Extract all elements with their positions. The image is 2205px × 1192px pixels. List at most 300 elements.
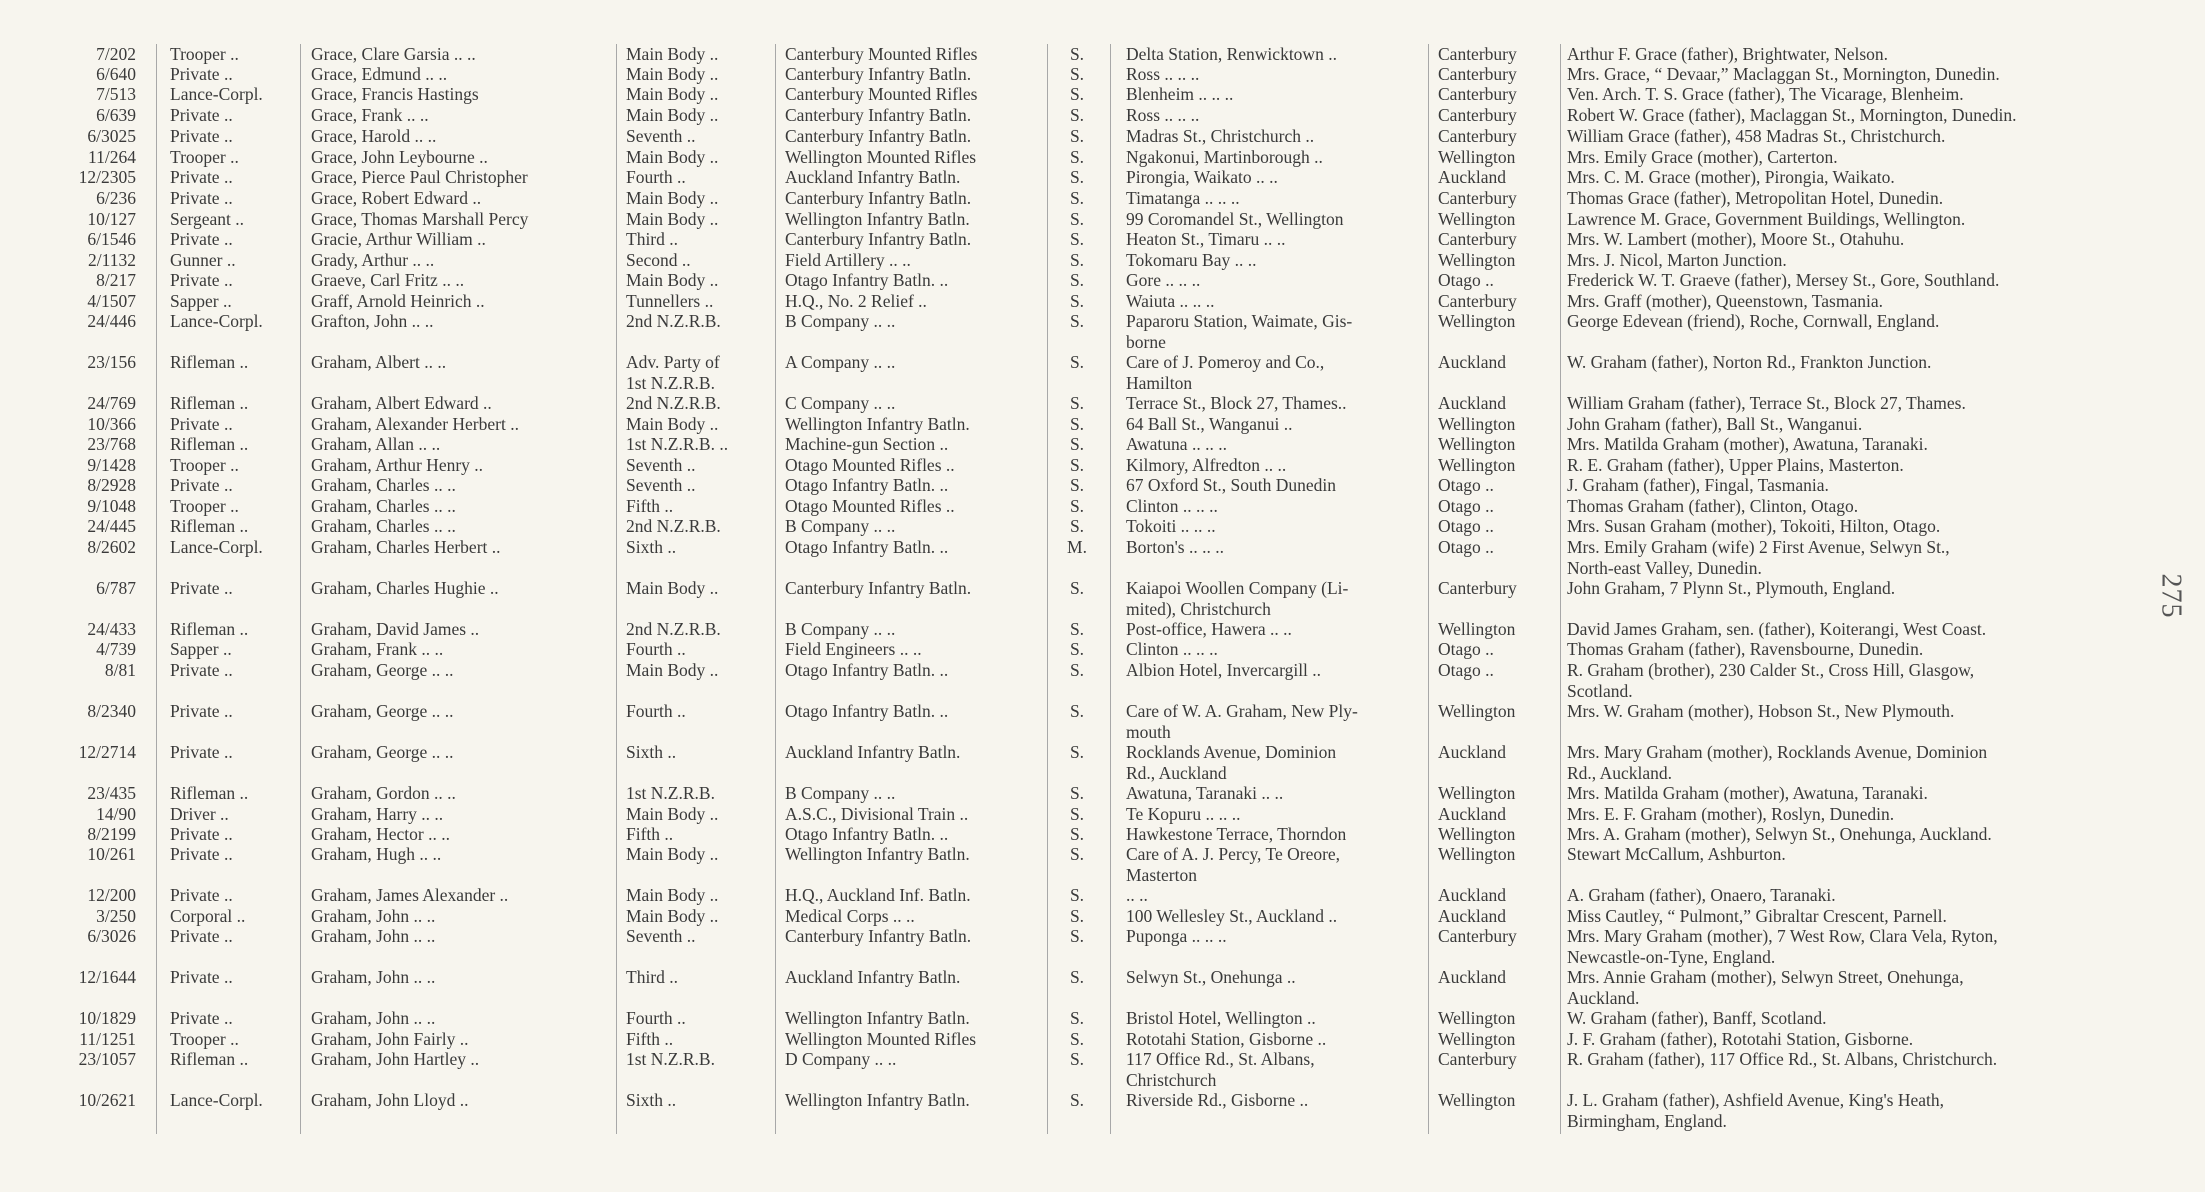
soldier-name: Grace, John Leybourne .. [311, 147, 488, 167]
next-of-kin: Ven. Arch. T. S. Grace (father), The Vicarage, Blenheim. [1567, 84, 1964, 104]
next-of-kin: Frederick W. T. Graeve (father), Mersey St., Gore, Southland. [1567, 270, 2000, 290]
next-of-kin: Mrs. J. Nicol, Marton Junction. [1567, 250, 1787, 270]
next-of-kin: Mrs. Matilda Graham (mother), Awatuna, Taranaki. [1567, 783, 1928, 803]
last-nz-address: Timatanga .. .. .. [1126, 188, 1240, 208]
next-of-kin: R. Graham (brother), 230 Calder St., Cross Hill, Glasgow, Scotland. [1567, 660, 1975, 701]
service-number: 6/3026 [87, 926, 136, 946]
soldier-name: Grady, Arthur .. .. [311, 250, 435, 270]
table-row [0, 660, 2130, 700]
marital-status: S. [1069, 742, 1085, 762]
military-district: Auckland [1438, 167, 1507, 187]
soldier-name: Graham, John Fairly .. [311, 1029, 469, 1049]
last-nz-address: Care of J. Pomeroy and Co., Hamilton [1126, 352, 1325, 393]
military-district: Canterbury [1438, 126, 1517, 146]
rank: Rifleman .. [170, 1049, 249, 1069]
table-row [0, 742, 2130, 782]
unit: Canterbury Infantry Batln. [785, 64, 972, 84]
rank: Private .. [170, 701, 233, 721]
draft: Seventh .. [626, 475, 696, 495]
last-nz-address: Paparoru Station, Waimate, Gis- borne [1126, 311, 1353, 352]
draft: Main Body .. [626, 84, 719, 104]
draft: Main Body .. [626, 209, 719, 229]
unit: H.Q., No. 2 Relief .. [785, 291, 927, 311]
marital-status: S. [1069, 105, 1085, 125]
soldier-name: Grace, Thomas Marshall Percy [311, 209, 529, 229]
soldier-name: Grace, Harold .. .. [311, 126, 437, 146]
service-number: 6/787 [96, 578, 136, 598]
marital-status: S. [1069, 209, 1085, 229]
next-of-kin: Mrs. C. M. Grace (mother), Pirongia, Waikato. [1567, 167, 1895, 187]
last-nz-address: Ross .. .. .. [1126, 64, 1200, 84]
military-district: Auckland [1438, 885, 1507, 905]
table-row [0, 926, 2130, 966]
last-nz-address: Ross .. .. .. [1126, 105, 1200, 125]
service-number: 9/1048 [87, 496, 136, 516]
soldier-name: Graham, Albert .. .. [311, 352, 447, 372]
soldier-name: Graham, Charles Hughie .. [311, 578, 499, 598]
unit: Otago Mounted Rifles .. [785, 455, 955, 475]
military-district: Wellington [1438, 701, 1516, 721]
rank: Trooper .. [170, 1029, 239, 1049]
next-of-kin: Stewart McCallum, Ashburton. [1567, 844, 1786, 864]
soldier-name: Grace, Robert Edward .. [311, 188, 482, 208]
draft: 2nd N.Z.R.B. [626, 516, 721, 536]
last-nz-address: Waiuta .. .. .. [1126, 291, 1215, 311]
service-number: 11/1251 [79, 1029, 136, 1049]
draft: Adv. Party of 1st N.Z.R.B. [626, 352, 720, 393]
draft: Main Body .. [626, 105, 719, 125]
draft: 2nd N.Z.R.B. [626, 619, 721, 639]
rank: Private .. [170, 475, 233, 495]
draft: Seventh .. [626, 455, 696, 475]
draft: Main Body .. [626, 270, 719, 290]
military-district: Otago .. [1438, 496, 1494, 516]
unit: Otago Infantry Batln. .. [785, 660, 949, 680]
unit: A Company .. .. [785, 352, 896, 372]
table-row [0, 578, 2130, 618]
military-district: Wellington [1438, 147, 1516, 167]
unit: B Company .. .. [785, 516, 896, 536]
soldier-name: Graham, Allan .. .. [311, 434, 441, 454]
service-number: 12/2714 [78, 742, 136, 762]
draft: Fifth .. [626, 824, 674, 844]
service-number: 10/366 [87, 414, 136, 434]
unit: Wellington Mounted Rifles [785, 147, 977, 167]
soldier-name: Graham, Charles .. .. [311, 516, 456, 536]
marital-status: S. [1069, 167, 1085, 187]
rank: Rifleman .. [170, 516, 249, 536]
draft: 1st N.Z.R.B. [626, 1049, 715, 1069]
rank: Private .. [170, 270, 233, 290]
soldier-name: Graham, Alexander Herbert .. [311, 414, 519, 434]
next-of-kin: Thomas Graham (father), Ravensbourne, Dunedin. [1567, 639, 1924, 659]
last-nz-address: Care of W. A. Graham, New Ply- mouth [1126, 701, 1358, 742]
military-district: Otago .. [1438, 537, 1494, 557]
rank: Private .. [170, 64, 233, 84]
unit: Otago Infantry Batln. .. [785, 475, 949, 495]
next-of-kin: J. F. Graham (father), Rototahi Station, Gisborne. [1567, 1029, 1914, 1049]
military-district: Auckland [1438, 352, 1507, 372]
unit: Wellington Infantry Batln. [785, 844, 970, 864]
unit: Otago Infantry Batln. .. [785, 824, 949, 844]
unit: Auckland Infantry Batln. [785, 167, 961, 187]
marital-status: S. [1069, 44, 1085, 64]
draft: Sixth .. [626, 537, 677, 557]
last-nz-address: Kilmory, Alfredton .. .. [1126, 455, 1287, 475]
marital-status: S. [1069, 619, 1085, 639]
draft: Main Body .. [626, 44, 719, 64]
draft: Seventh .. [626, 926, 696, 946]
rank: Private .. [170, 967, 233, 987]
unit: Otago Infantry Batln. .. [785, 701, 949, 721]
marital-status: S. [1069, 84, 1085, 104]
last-nz-address: Rocklands Avenue, Dominion Rd., Auckland [1126, 742, 1337, 783]
unit: Wellington Infantry Batln. [785, 209, 970, 229]
military-district: Auckland [1438, 967, 1507, 987]
next-of-kin: J. Graham (father), Fingal, Tasmania. [1567, 475, 1829, 495]
last-nz-address: Ngakonui, Martinborough .. [1126, 147, 1323, 167]
rank: Private .. [170, 105, 233, 125]
rank: Lance-Corpl. [170, 1090, 263, 1110]
draft: Main Body .. [626, 64, 719, 84]
draft: Fifth .. [626, 1029, 674, 1049]
military-district: Auckland [1438, 742, 1507, 762]
last-nz-address: 117 Office Rd., St. Albans, Christchurch [1126, 1049, 1315, 1090]
marital-status: S. [1069, 414, 1085, 434]
draft: Main Body .. [626, 906, 719, 926]
military-district: Wellington [1438, 455, 1516, 475]
draft: 2nd N.Z.R.B. [626, 393, 721, 413]
service-number: 12/200 [87, 885, 136, 905]
service-number: 7/513 [96, 84, 136, 104]
military-district: Canterbury [1438, 229, 1517, 249]
soldier-name: Graham, John .. .. [311, 1008, 436, 1028]
military-district: Auckland [1438, 393, 1507, 413]
service-number: 6/1546 [87, 229, 136, 249]
service-number: 10/1829 [78, 1008, 136, 1028]
military-district: Canterbury [1438, 926, 1517, 946]
military-district: Wellington [1438, 311, 1516, 331]
unit: Medical Corps .. .. [785, 906, 915, 926]
military-district: Wellington [1438, 824, 1516, 844]
last-nz-address: Borton's .. .. .. [1126, 537, 1224, 557]
marital-status: S. [1069, 352, 1085, 372]
next-of-kin: Mrs. E. F. Graham (mother), Roslyn, Dunedin. [1567, 804, 1895, 824]
unit: B Company .. .. [785, 783, 896, 803]
military-district: Wellington [1438, 209, 1516, 229]
soldier-name: Grace, Francis Hastings [311, 84, 479, 104]
next-of-kin: Mrs. Mary Graham (mother), Rocklands Avenue, Dominion Rd., Auckland. [1567, 742, 1988, 783]
draft: Third .. [626, 229, 679, 249]
last-nz-address: Rototahi Station, Gisborne .. [1126, 1029, 1327, 1049]
last-nz-address: Clinton .. .. .. [1126, 639, 1218, 659]
unit: Auckland Infantry Batln. [785, 967, 961, 987]
next-of-kin: Robert W. Grace (father), Maclaggan St., Mornington, Dunedin. [1567, 105, 2017, 125]
draft: Main Body .. [626, 660, 719, 680]
rank: Gunner .. [170, 250, 236, 270]
marital-status: S. [1069, 701, 1085, 721]
unit: Otago Infantry Batln. .. [785, 270, 949, 290]
military-district: Otago .. [1438, 639, 1494, 659]
military-district: Wellington [1438, 414, 1516, 434]
unit: Wellington Infantry Batln. [785, 1090, 970, 1110]
unit: C Company .. .. [785, 393, 896, 413]
military-district: Otago .. [1438, 475, 1494, 495]
draft: Sixth .. [626, 1090, 677, 1110]
next-of-kin: Mrs. Susan Graham (mother), Tokoiti, Hilton, Otago. [1567, 516, 1941, 536]
military-district: Canterbury [1438, 105, 1517, 125]
next-of-kin: Mrs. W. Lambert (mother), Moore St., Otahuhu. [1567, 229, 1905, 249]
draft: Third .. [626, 967, 679, 987]
marital-status: S. [1069, 783, 1085, 803]
service-number: 3/250 [96, 906, 136, 926]
soldier-name: Graham, John .. .. [311, 926, 436, 946]
military-district: Auckland [1438, 906, 1507, 926]
marital-status: S. [1069, 660, 1085, 680]
draft: Main Body .. [626, 844, 719, 864]
service-number: 24/445 [87, 516, 136, 536]
marital-status: S. [1069, 393, 1085, 413]
draft: Fifth .. [626, 496, 674, 516]
table-row [0, 311, 2130, 351]
soldier-name: Graham, Charles .. .. [311, 496, 456, 516]
service-number: 24/433 [87, 619, 136, 639]
soldier-name: Graham, Charles Herbert .. [311, 537, 501, 557]
last-nz-address: .. .. [1126, 885, 1148, 905]
last-nz-address: Delta Station, Renwicktown .. [1126, 44, 1337, 64]
marital-status: S. [1069, 967, 1085, 987]
draft: 1st N.Z.R.B. .. [626, 434, 729, 454]
marital-status: S. [1069, 311, 1085, 331]
page-number: 275 [2155, 573, 2187, 619]
next-of-kin: David James Graham, sen. (father), Koiterangi, West Coast. [1567, 619, 1987, 639]
next-of-kin: Mrs. Graff (mother), Queenstown, Tasmania. [1567, 291, 1883, 311]
soldier-name: Graham, Gordon .. .. [311, 783, 456, 803]
rank: Rifleman .. [170, 783, 249, 803]
soldier-name: Grace, Pierce Paul Christopher [311, 167, 528, 187]
draft: Seventh .. [626, 126, 696, 146]
service-number: 23/1057 [78, 1049, 136, 1069]
last-nz-address: Madras St., Christchurch .. [1126, 126, 1315, 146]
last-nz-address: Tokoiti .. .. .. [1126, 516, 1216, 536]
unit: Auckland Infantry Batln. [785, 742, 961, 762]
unit: Wellington Infantry Batln. [785, 1008, 970, 1028]
soldier-name: Graham, Harry .. .. [311, 804, 444, 824]
marital-status: S. [1069, 804, 1085, 824]
last-nz-address: Te Kopuru .. .. .. [1126, 804, 1241, 824]
table-row [0, 537, 2130, 577]
marital-status: S. [1069, 1090, 1085, 1110]
draft: Second .. [626, 250, 691, 270]
last-nz-address: Bristol Hotel, Wellington .. [1126, 1008, 1316, 1028]
next-of-kin: Mrs. Emily Graham (wife) 2 First Avenue, Selwyn St., North-east Valley, Dunedin. [1567, 537, 1950, 578]
last-nz-address: Riverside Rd., Gisborne .. [1126, 1090, 1309, 1110]
military-district: Canterbury [1438, 64, 1517, 84]
unit: B Company .. .. [785, 619, 896, 639]
last-nz-address: Terrace St., Block 27, Thames.. [1126, 393, 1347, 413]
rank: Rifleman .. [170, 619, 249, 639]
service-number: 7/202 [96, 44, 136, 64]
soldier-name: Graeve, Carl Fritz .. .. [311, 270, 465, 290]
soldier-name: Graham, John .. .. [311, 967, 436, 987]
marital-status: S. [1069, 250, 1085, 270]
last-nz-address: Post-office, Hawera .. .. [1126, 619, 1292, 639]
next-of-kin: Lawrence M. Grace, Government Buildings, Wellington. [1567, 209, 1966, 229]
soldier-name: Graham, John .. .. [311, 906, 436, 926]
military-district: Wellington [1438, 1029, 1516, 1049]
marital-status: S. [1069, 1008, 1085, 1028]
draft: 2nd N.Z.R.B. [626, 311, 721, 331]
next-of-kin: George Edevean (friend), Roche, Cornwall, England. [1567, 311, 1940, 331]
unit: Canterbury Infantry Batln. [785, 926, 972, 946]
last-nz-address: Tokomaru Bay .. .. [1126, 250, 1257, 270]
rank: Private .. [170, 660, 233, 680]
soldier-name: Graham, David James .. [311, 619, 480, 639]
next-of-kin: R. E. Graham (father), Upper Plains, Masterton. [1567, 455, 1904, 475]
draft: Main Body .. [626, 885, 719, 905]
next-of-kin: W. Graham (father), Banff, Scotland. [1567, 1008, 1827, 1028]
service-number: 23/156 [87, 352, 136, 372]
soldier-name: Graham, John Hartley .. [311, 1049, 480, 1069]
marital-status: S. [1069, 906, 1085, 926]
last-nz-address: Puponga .. .. .. [1126, 926, 1227, 946]
soldier-name: Graham, George .. .. [311, 660, 454, 680]
next-of-kin: William Grace (father), 458 Madras St., Christchurch. [1567, 126, 1946, 146]
draft: Sixth .. [626, 742, 677, 762]
next-of-kin: Mrs. Emily Grace (mother), Carterton. [1567, 147, 1838, 167]
marital-status: S. [1069, 639, 1085, 659]
rank: Lance-Corpl. [170, 84, 263, 104]
unit: B Company .. .. [785, 311, 896, 331]
rank: Lance-Corpl. [170, 311, 263, 331]
military-district: Canterbury [1438, 84, 1517, 104]
next-of-kin: Mrs. Annie Graham (mother), Selwyn Street, Onehunga, Auckland. [1567, 967, 1964, 1008]
service-number: 10/127 [87, 209, 136, 229]
marital-status: S. [1069, 270, 1085, 290]
soldier-name: Graham, John Lloyd .. [311, 1090, 469, 1110]
marital-status: S. [1069, 578, 1085, 598]
rank: Sapper .. [170, 639, 232, 659]
last-nz-address: Awatuna, Taranaki .. .. [1126, 783, 1284, 803]
last-nz-address: Gore .. .. .. [1126, 270, 1201, 290]
unit: D Company .. .. [785, 1049, 897, 1069]
rank: Private .. [170, 926, 233, 946]
unit: Canterbury Infantry Batln. [785, 229, 972, 249]
unit: Wellington Infantry Batln. [785, 414, 970, 434]
draft: Main Body .. [626, 147, 719, 167]
marital-status: S. [1069, 1049, 1085, 1069]
next-of-kin: William Graham (father), Terrace St., Block 27, Thames. [1567, 393, 1966, 413]
rank: Sapper .. [170, 291, 232, 311]
marital-status: S. [1069, 291, 1085, 311]
military-district: Wellington [1438, 619, 1516, 639]
rank: Private .. [170, 742, 233, 762]
service-number: 8/2602 [87, 537, 136, 557]
rank: Private .. [170, 885, 233, 905]
marital-status: S. [1069, 496, 1085, 516]
service-number: 24/769 [87, 393, 136, 413]
unit: Canterbury Mounted Rifles [785, 84, 978, 104]
soldier-name: Graham, Albert Edward .. [311, 393, 492, 413]
rank: Rifleman .. [170, 352, 249, 372]
service-number: 8/81 [104, 660, 136, 680]
table-row [0, 1090, 2130, 1130]
soldier-name: Graham, James Alexander .. [311, 885, 509, 905]
last-nz-address: 99 Coromandel St., Wellington [1126, 209, 1344, 229]
draft: Main Body .. [626, 578, 719, 598]
marital-status: S. [1069, 188, 1085, 208]
soldier-name: Grace, Clare Garsia .. .. [311, 44, 476, 64]
unit: H.Q., Auckland Inf. Batln. [785, 885, 971, 905]
unit: Canterbury Infantry Batln. [785, 578, 972, 598]
draft: 1st N.Z.R.B. [626, 783, 715, 803]
last-nz-address: Albion Hotel, Invercargill .. [1126, 660, 1322, 680]
next-of-kin: Mrs. Grace, “ Devaar,” Maclaggan St., Mornington, Dunedin. [1567, 64, 2000, 84]
marital-status: S. [1069, 434, 1085, 454]
next-of-kin: Mrs. A. Graham (mother), Selwyn St., Onehunga, Auckland. [1567, 824, 1992, 844]
unit: A.S.C., Divisional Train .. [785, 804, 969, 824]
rank: Private .. [170, 578, 233, 598]
last-nz-address: Care of A. J. Percy, Te Oreore, Masterton [1126, 844, 1341, 885]
service-number: 4/739 [96, 639, 136, 659]
service-number: 9/1428 [87, 455, 136, 475]
last-nz-address: Awatuna .. .. .. [1126, 434, 1227, 454]
marital-status: S. [1069, 1029, 1085, 1049]
marital-status: M. [1067, 537, 1087, 557]
military-district: Otago .. [1438, 270, 1494, 290]
next-of-kin: John Graham (father), Ball St., Wanganui. [1567, 414, 1863, 434]
last-nz-address: Kaiapoi Woollen Company (Li- mited), Christchurch [1126, 578, 1349, 619]
next-of-kin: Mrs. Mary Graham (mother), 7 West Row, Clara Vela, Ryton, Newcastle-on-Tyne, England. [1567, 926, 1998, 967]
soldier-name: Grafton, John .. .. [311, 311, 434, 331]
rank: Driver .. [170, 804, 229, 824]
service-number: 8/2340 [87, 701, 136, 721]
military-district: Canterbury [1438, 1049, 1517, 1069]
marital-status: S. [1069, 516, 1085, 536]
draft: Main Body .. [626, 804, 719, 824]
soldier-name: Graff, Arnold Heinrich .. [311, 291, 485, 311]
next-of-kin: R. Graham (father), 117 Office Rd., St. Albans, Christchurch. [1567, 1049, 1998, 1069]
service-number: 10/2621 [78, 1090, 136, 1110]
soldier-name: Graham, George .. .. [311, 742, 454, 762]
unit: Otago Mounted Rifles .. [785, 496, 955, 516]
last-nz-address: 67 Oxford St., South Dunedin [1126, 475, 1336, 495]
soldier-name: Gracie, Arthur William .. [311, 229, 486, 249]
last-nz-address: Selwyn St., Onehunga .. [1126, 967, 1296, 987]
next-of-kin: A. Graham (father), Onaero, Taranaki. [1567, 885, 1836, 905]
marital-status: S. [1069, 229, 1085, 249]
next-of-kin: J. L. Graham (father), Ashfield Avenue, King's Heath, Birmingham, England. [1567, 1090, 1945, 1131]
next-of-kin: Mrs. Matilda Graham (mother), Awatuna, Taranaki. [1567, 434, 1928, 454]
military-district: Wellington [1438, 434, 1516, 454]
rank: Private .. [170, 824, 233, 844]
service-number: 6/236 [96, 188, 136, 208]
military-district: Otago .. [1438, 660, 1494, 680]
military-district: Wellington [1438, 1090, 1516, 1110]
marital-status: S. [1069, 475, 1085, 495]
military-district: Canterbury [1438, 578, 1517, 598]
military-district: Otago .. [1438, 516, 1494, 536]
service-number: 6/639 [96, 105, 136, 125]
marital-status: S. [1069, 126, 1085, 146]
unit: Otago Infantry Batln. .. [785, 537, 949, 557]
unit: Canterbury Infantry Batln. [785, 188, 972, 208]
rank: Private .. [170, 188, 233, 208]
rank: Sergeant .. [170, 209, 245, 229]
rank: Trooper .. [170, 455, 239, 475]
unit: Canterbury Infantry Batln. [785, 126, 972, 146]
table-row [0, 844, 2130, 884]
